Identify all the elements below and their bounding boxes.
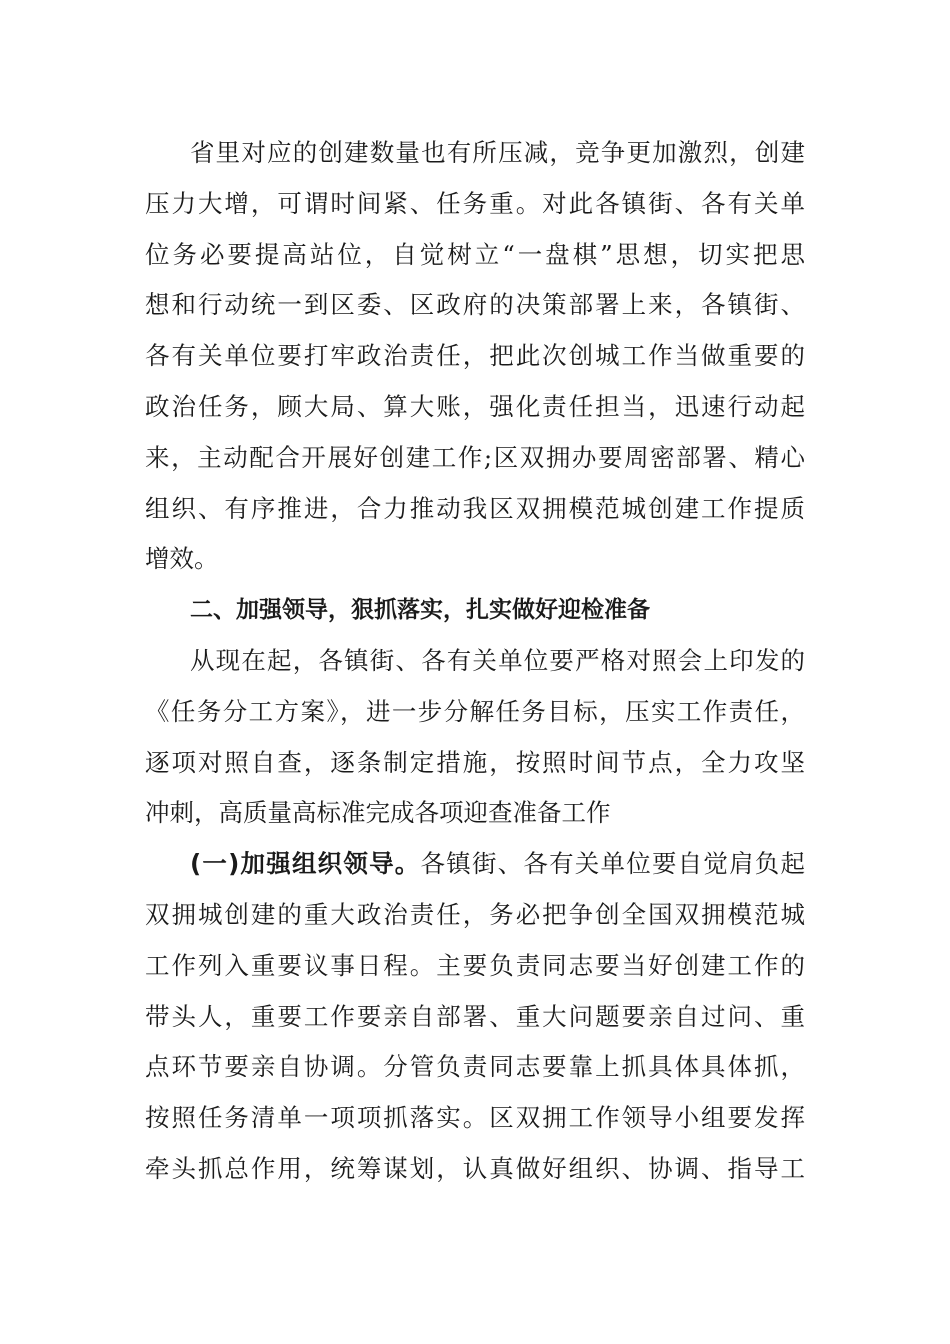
- paragraph-3: [145, 839, 805, 1195]
- text-line: 《任务分工方案》，进一步分解任务目标，压实工作责任，: [145, 696, 805, 726]
- text-line: 想和行动统一到区委、区政府的决策部署上来，各镇街、: [145, 290, 805, 320]
- text-line: 从现在起，各镇街、各有关单位要严格对照会上印发的: [190, 645, 805, 675]
- text-line: 按照任务清单一项项抓落实。区双拥工作领导小组要发挥: [145, 1103, 805, 1133]
- paragraph-2: [145, 636, 805, 839]
- text-line: 省里对应的创建数量也有所压减，竞争更加激烈，创建: [190, 138, 805, 167]
- text-line: 位务必要提高站位，自觉树立“一盘棋”思想，切实把思: [145, 239, 805, 269]
- text-line: 逐项对照自查，逐条制定措施，按照时间节点，全力攻坚: [145, 747, 805, 777]
- text-line: 双拥城创建的重大政治责任，务必把争创全国双拥模范城: [145, 899, 805, 929]
- document-body: [145, 128, 805, 1195]
- text-line: 带头人，重要工作要亲自部署、重大问题要亲自过问、重: [145, 1001, 805, 1031]
- text-line: 组织、有序推进，合力推动我区双拥模范城创建工作提质: [145, 493, 805, 523]
- text-line: 各有关单位要打牢政治责任，把此次创城工作当做重要的: [145, 341, 805, 371]
- text-line: 工作列入重要议事日程。主要负责同志要当好创建工作的: [145, 950, 805, 980]
- text-line: 压力大增，可谓时间紧、任务重。对此各镇街、各有关单: [145, 188, 805, 218]
- subsection-lead: (一)加强组织领导。: [190, 849, 421, 879]
- text-line: [145, 839, 805, 890]
- text-line: 牵头抓总作用，统筹谋划，认真做好组织、协调、指导工: [145, 1153, 805, 1183]
- section-heading: 二、加强领导，狠抓落实，扎实做好迎检准备: [190, 597, 650, 624]
- text-line: 冲刺，高质量高标准完成各项迎查准备工作: [145, 798, 611, 828]
- text-line: 点环节要亲自协调。分管负责同志要靠上抓具体具体抓，: [145, 1052, 805, 1082]
- text-line: 来，主动配合开展好创建工作;区双拥办要周密部署、精心: [145, 442, 805, 472]
- paragraph-1: [145, 128, 805, 585]
- text-line: 增效。: [145, 544, 219, 574]
- text-span: 各镇街、各有关单位要自觉肩负起: [420, 849, 806, 879]
- text-line: 政治任务，顾大局、算大账，强化责任担当，迅速行动起: [145, 391, 805, 421]
